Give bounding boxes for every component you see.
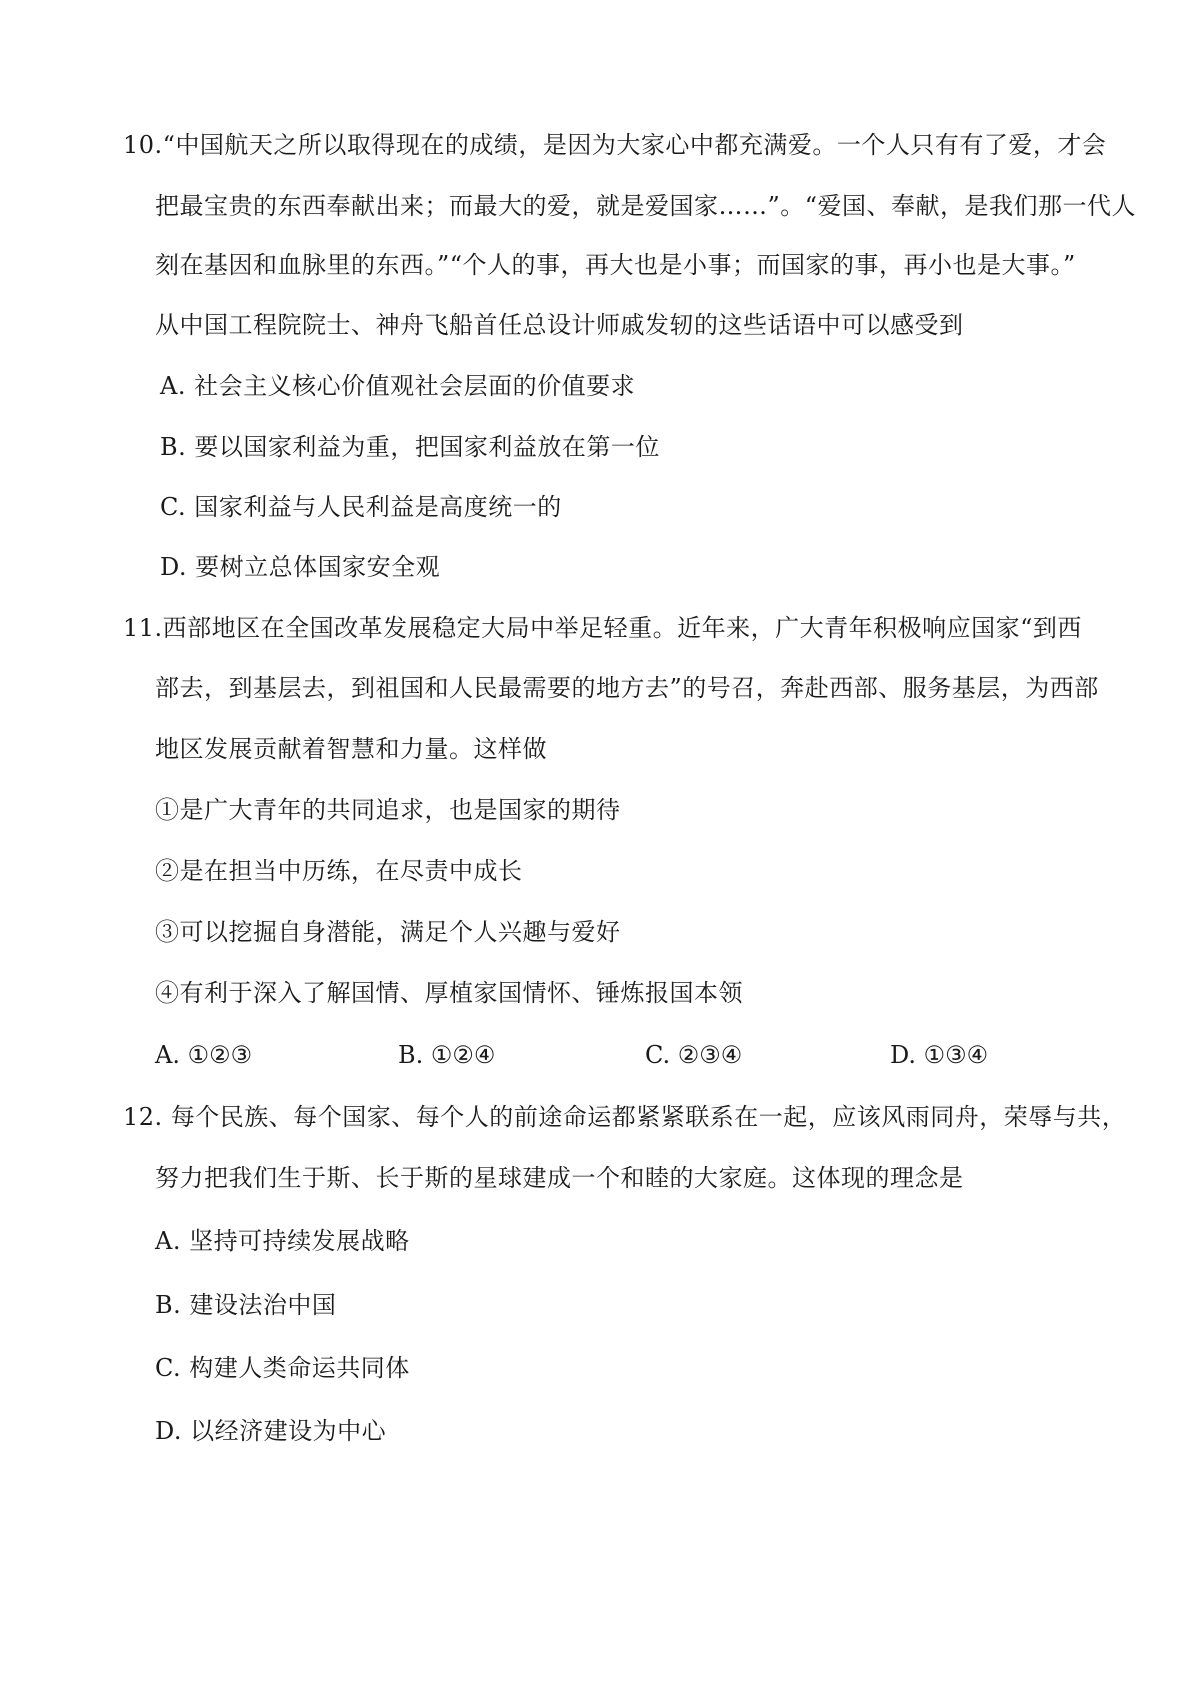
question-12-option-d: D. 以经济建设为中心: [155, 1417, 387, 1445]
question-11-statement-3: ③可以挖掘自身潜能，满足个人兴趣与爱好: [155, 918, 621, 946]
question-11-statement-1: ①是广大青年的共同追求，也是国家的期待: [155, 796, 621, 824]
question-10-stem-line-4: 从中国工程院院士、神舟飞船首任总设计师戚发轫的这些话语中可以感受到: [155, 311, 964, 339]
question-10-option-c: C. 国家利益与人民利益是高度统一的: [160, 493, 562, 521]
question-10-stem-line-1: 10.“中国航天之所以取得现在的成绩，是因为大家心中都充满爱。一个人只有有了爱，才会: [123, 131, 1107, 159]
question-11-options-row: [155, 1040, 1085, 1070]
question-11-stem-line-1: 11.西部地区在全国改革发展稳定大局中举足轻重。近年来，广大青年积极响应国家“到西: [123, 614, 1082, 642]
question-11-stem-line-3: 地区发展贡献着智慧和力量。这样做: [155, 735, 547, 763]
question-10-option-a: A. 社会主义核心价值观社会层面的价值要求: [160, 372, 636, 400]
question-10-option-d: D. 要树立总体国家安全观: [160, 553, 441, 581]
question-11-option-d: D. ①③④: [890, 1041, 989, 1069]
question-11-option-a: A. ①②③: [155, 1041, 253, 1069]
question-10-stem-line-2: 把最宝贵的东西奉献出来；而最大的爱，就是爱国家……”。“爱国、奉献，是我们那一代人: [155, 192, 1137, 220]
question-11-statement-4: ④有利于深入了解国情、厚植家国情怀、锤炼报国本领: [155, 979, 743, 1007]
question-12-option-c: C. 构建人类命运共同体: [155, 1354, 410, 1382]
question-11-stem-line-2: 部去，到基层去，到祖国和人民最需要的地方去”的号召，奔赴西部、服务基层，为西部: [155, 674, 1099, 702]
question-11-option-b: B. ①②④: [398, 1041, 496, 1069]
question-12-option-a: A. 坚持可持续发展战略: [155, 1227, 410, 1255]
question-12-option-b: B. 建设法治中国: [155, 1291, 337, 1319]
question-10-option-b: B. 要以国家利益为重，把国家利益放在第一位: [160, 433, 660, 461]
question-12-stem-line-1: 12. 每个民族、每个国家、每个人的前途命运都紧紧联系在一起，应该风雨同舟，荣辱与共，: [123, 1103, 1127, 1131]
question-12-stem-line-2: 努力把我们生于斯、长于斯的星球建成一个和睦的大家庭。这体现的理念是: [155, 1164, 964, 1192]
question-11-option-c: C. ②③④: [645, 1041, 743, 1069]
question-10-stem-line-3: 刻在基因和血脉里的东西。”“个人的事，再大也是小事；而国家的事，再小也是大事。”: [155, 251, 1076, 279]
question-11-statement-2: ②是在担当中历练，在尽责中成长: [155, 857, 523, 885]
